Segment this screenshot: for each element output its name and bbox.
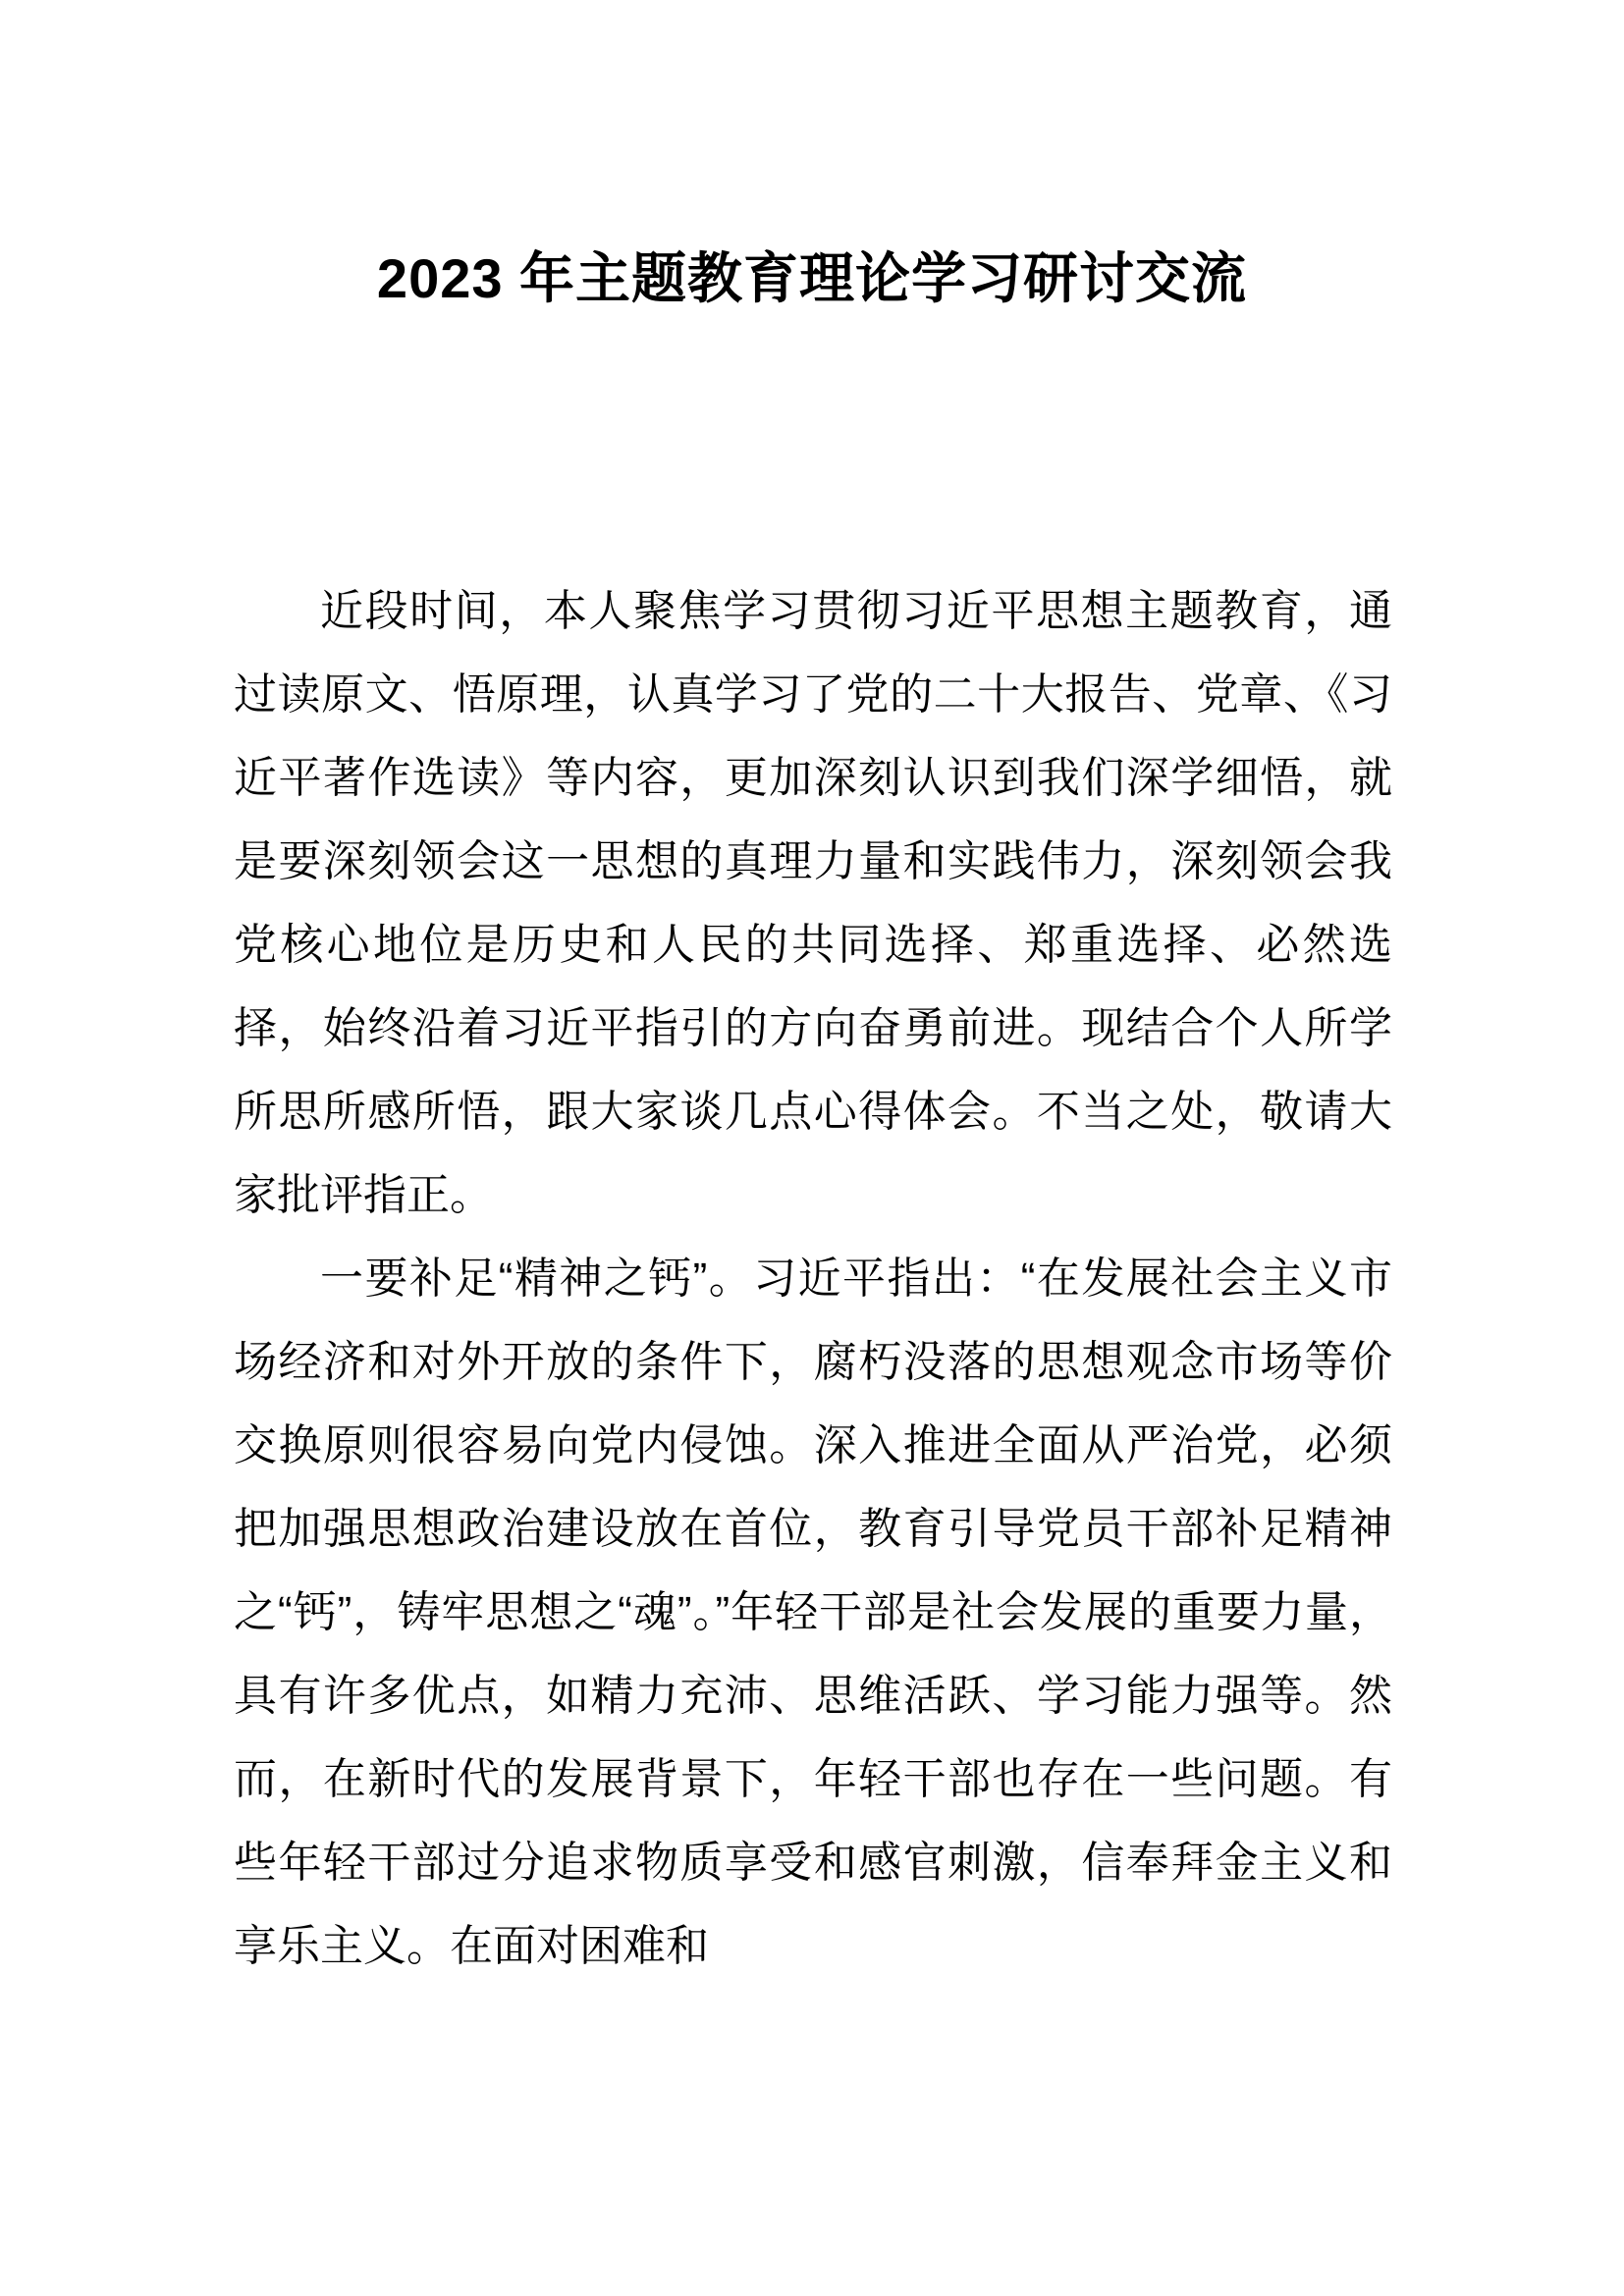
paragraph: 一要补足“精神之钙”。习近平指出：“在发展社会主义市场经济和对外开放的条件下，腐朽没落的思想观念市场等价交换原则很容易向党内侵蚀。深入推进全面从严治党，必须把加强思想政治建设放在首位，教育引导党员干部补足精神之“钙”，铸牢思想之“魂”。”年轻干部是社会发展的重要力量，具有许多优点，如精力充沛、思维活跃、学习能力强等。然而，在新时代的发展背景下，年轻干部也存在一些问题。有些年轻干部过分追求物质享受和感官刺激，信奉拜金主义和享乐主义。在面对困难和 xyxy=(234,1255,1392,1970)
document-body xyxy=(234,569,1392,1988)
paragraph: 近段时间，本人聚焦学习贯彻习近平思想主题教育，通过读原文、悟原理，认真学习了党的二十大报告、党章、《习近平著作选读》等内容，更加深刻认识到我们深学细悟，就是要深刻领会这一思想的真理力量和实践伟力，深刻领会我党核心地位是历史和人民的共同选择、郑重选择、必然选择，始终沿着习近平指引的方向奋勇前进。现结合个人所学所思所感所悟，跟大家谈几点心得体会。不当之处，敬请大家批评指正。 xyxy=(234,587,1392,1219)
page-title: 2023 年主题教育理论学习研讨交流 xyxy=(376,247,1248,309)
